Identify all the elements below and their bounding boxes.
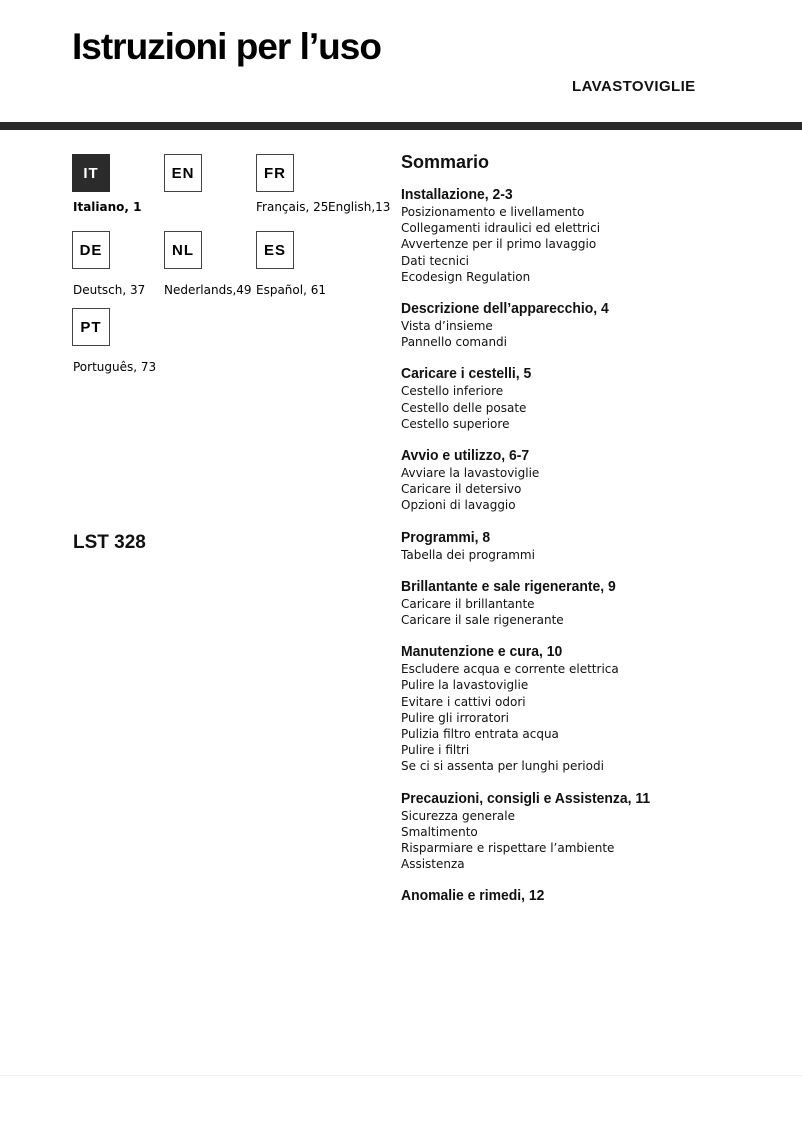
- toc-title: Sommario: [401, 152, 490, 172]
- lang-tab-pt[interactable]: PT: [72, 308, 110, 346]
- toc-item[interactable]: Opzioni di lavaggio: [401, 498, 516, 513]
- toc-section: [401, 529, 791, 563]
- toc-item[interactable]: Posizionamento e livellamento: [401, 205, 585, 219]
- lang-tab-de[interactable]: DE: [72, 231, 110, 269]
- toc-section-heading[interactable]: Caricare i cestelli, 5: [401, 365, 532, 383]
- toc-item[interactable]: Assistenza: [401, 857, 465, 872]
- toc-item[interactable]: Caricare il detersivo: [401, 482, 522, 497]
- lang-tab-es[interactable]: ES: [256, 231, 294, 269]
- lang-tab-it[interactable]: IT: [72, 154, 110, 192]
- toc-item[interactable]: Vista d’insieme: [401, 319, 493, 334]
- toc-section-heading[interactable]: Descrizione dell’apparecchio, 4: [401, 300, 609, 318]
- lang-label-nl: Nederlands,49: [164, 283, 252, 297]
- toc-item[interactable]: Pannello comandi: [401, 335, 508, 350]
- toc-section-heading[interactable]: Installazione, 2-3: [401, 186, 513, 203]
- toc-item[interactable]: Evitare i cattivi odori: [401, 694, 526, 709]
- lang-label-en: English,13: [328, 200, 391, 214]
- toc-section-heading[interactable]: Programmi, 8: [401, 528, 491, 546]
- toc-section: [401, 447, 791, 514]
- toc-section: [401, 365, 791, 432]
- lang-tab-nl[interactable]: NL: [164, 231, 202, 269]
- toc-item[interactable]: Collegamenti idraulici ed elettrici: [401, 221, 601, 236]
- toc-section: [401, 578, 791, 628]
- toc-item[interactable]: Escludere acqua e corrente elettrica: [401, 662, 619, 677]
- footer-divider: [0, 1075, 802, 1076]
- toc-item[interactable]: Pulizia filtro entrata acqua: [401, 727, 559, 742]
- toc-item[interactable]: Cestello delle posate: [401, 400, 527, 415]
- lang-label-fr: Français, 25: [256, 200, 329, 214]
- toc-item[interactable]: Caricare il brillantante: [401, 596, 535, 611]
- toc-section-heading[interactable]: Brillantante e sale rigenerante, 9: [401, 577, 616, 595]
- product-type: LAVASTOVIGLIE: [572, 78, 696, 95]
- toc-section: [401, 643, 791, 774]
- toc-item[interactable]: Caricare il sale rigenerante: [401, 613, 564, 628]
- lang-label-de: Deutsch, 37: [73, 283, 146, 297]
- toc-item[interactable]: Avvertenze per il primo lavaggio: [401, 237, 597, 252]
- model-number: LST 328: [73, 532, 146, 553]
- toc-section-heading[interactable]: Manutenzione e cura, 10: [401, 643, 563, 661]
- toc-item[interactable]: Dati tecnici: [401, 253, 470, 268]
- toc-item[interactable]: Pulire gli irroratori: [401, 710, 509, 725]
- toc-item[interactable]: Cestello superiore: [401, 416, 510, 431]
- toc-section-heading[interactable]: Avvio e utilizzo, 6-7: [401, 447, 530, 465]
- lang-tab-en[interactable]: EN: [164, 154, 202, 192]
- toc-item[interactable]: Cestello inferiore: [401, 384, 504, 399]
- toc-section-heading[interactable]: Precauzioni, consigli e Assistenza, 11: [401, 789, 651, 807]
- table-of-contents: [401, 150, 791, 920]
- toc-item[interactable]: Tabella dei programmi: [401, 547, 535, 562]
- toc-item[interactable]: Sicurezza generale: [401, 808, 515, 823]
- toc-item[interactable]: Risparmiare e rispettare l’ambiente: [401, 841, 615, 856]
- lang-label-es: Español, 61: [256, 283, 326, 297]
- toc-item[interactable]: Pulire i filtri: [401, 743, 470, 758]
- toc-item[interactable]: Avviare la lavastoviglie: [401, 466, 540, 481]
- toc-section-heading[interactable]: Anomalie e rimedi, 12: [401, 887, 545, 905]
- lang-label-it: Italiano, 1: [73, 200, 142, 214]
- toc-section: [401, 790, 791, 873]
- lang-tab-fr[interactable]: FR: [256, 154, 294, 192]
- toc-section: [401, 887, 791, 905]
- toc-section: [401, 300, 791, 350]
- toc-item[interactable]: Ecodesign Regulation: [401, 269, 531, 284]
- document-title: Istruzioni per l’uso: [72, 26, 381, 67]
- toc-section: [401, 186, 791, 285]
- lang-label-pt: Português, 73: [73, 360, 157, 374]
- toc-item[interactable]: Smaltimento: [401, 824, 478, 839]
- toc-item[interactable]: Pulire la lavastoviglie: [401, 678, 529, 693]
- header-divider: [0, 122, 802, 130]
- toc-item[interactable]: Se ci si assenta per lunghi periodi: [401, 759, 604, 774]
